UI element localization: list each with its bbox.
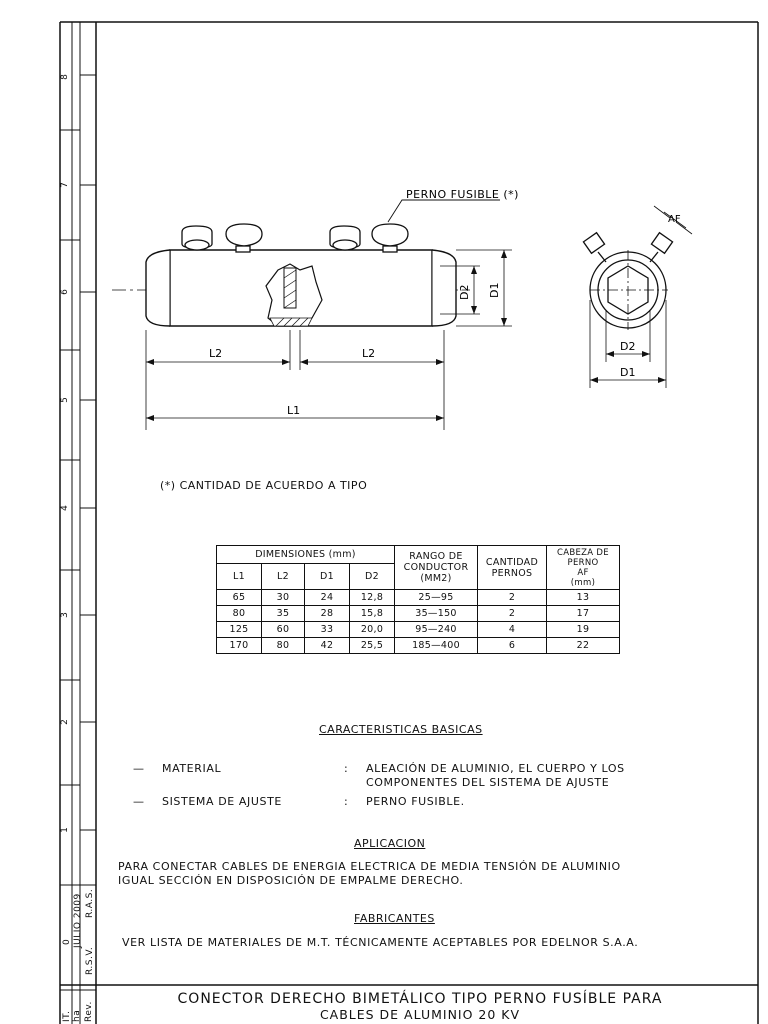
ajuste-label: SISTEMA DE AJUSTE xyxy=(162,795,282,808)
table-cell: 125 xyxy=(217,622,262,638)
table-cell: 17 xyxy=(547,606,620,622)
aplicacion-line: PARA CONECTAR CABLES DE ENERGIA ELECTRICA DE MEDIA TENSIÓN DE ALUMINIO xyxy=(118,860,621,873)
table-cell: 35 xyxy=(262,606,305,622)
drawing-title xyxy=(100,991,740,1023)
header-cabeza-line: PERNO xyxy=(567,557,599,568)
row-number: 3 xyxy=(59,612,70,618)
header-cabeza-line: CABEZA DE xyxy=(557,547,609,558)
table-cell: 28 xyxy=(305,606,350,622)
revision-label: Rev. xyxy=(84,1001,94,1022)
table-cell: 2 xyxy=(478,606,547,622)
row-number: 8 xyxy=(59,74,70,80)
subheader-l1: L1 xyxy=(217,564,262,590)
header-cabeza xyxy=(547,546,620,590)
material-dash: — xyxy=(133,762,145,775)
header-cabeza-line: AF xyxy=(577,567,589,578)
header-dimensions: DIMENSIONES (mm) xyxy=(217,546,395,564)
ajuste-value: PERNO FUSIBLE. xyxy=(366,795,465,808)
table-cell: 80 xyxy=(217,606,262,622)
header-cabeza-line: (mm) xyxy=(570,577,596,588)
dim-l2-right: L2 xyxy=(362,347,376,360)
table-cell: 30 xyxy=(262,590,305,606)
row-number: 2 xyxy=(59,719,70,725)
ajuste-colon: : xyxy=(344,795,349,808)
revision-date: JULIO 2009 xyxy=(73,893,83,948)
table-row xyxy=(217,606,620,622)
row-number: 6 xyxy=(59,289,70,295)
ajuste-dash: — xyxy=(133,795,145,808)
subheader-d1: D1 xyxy=(305,564,350,590)
header-rango xyxy=(395,546,478,590)
dim-d2-side: D2 xyxy=(458,284,471,300)
section-title-caracteristicas: CARACTERISTICAS BASICAS xyxy=(319,723,483,736)
header-rango-line: RANGO DE xyxy=(409,551,463,562)
table-cell: 170 xyxy=(217,638,262,654)
table-cell: 65 xyxy=(217,590,262,606)
table-cell: 6 xyxy=(478,638,547,654)
material-label: MATERIAL xyxy=(162,762,222,775)
material-value-line: ALEACIÓN DE ALUMINIO, EL CUERPO Y LOS xyxy=(366,762,625,775)
revision-author: R.A.S. xyxy=(85,888,95,918)
table-row xyxy=(217,638,620,654)
table-cell: 185—400 xyxy=(395,638,478,654)
material-colon: : xyxy=(344,762,349,775)
row-number: 5 xyxy=(59,397,70,403)
header-rango-line: (MM2) xyxy=(420,573,452,584)
header-cantidad xyxy=(478,546,547,590)
table-row xyxy=(217,590,620,606)
row-number: 1 xyxy=(59,827,70,833)
row-number: 4 xyxy=(59,505,70,511)
header-cantidad-line: PERNOS xyxy=(491,567,533,579)
table-cell: 25—95 xyxy=(395,590,478,606)
aplicacion-line: IGUAL SECCIÓN EN DISPOSICIÓN DE EMPALME DERECHO. xyxy=(118,874,464,887)
drawing-title-line1: CONECTOR DERECHO BIMETÁLICO TIPO PERNO FUSÍBLE PARA xyxy=(177,991,663,1007)
dim-d1-side: D1 xyxy=(488,282,501,298)
drawing-title-line2: CABLES DE ALUMINIO 20 KV xyxy=(319,1007,521,1022)
label-perno-fusible: PERNO FUSIBLE (*) xyxy=(406,188,519,201)
table-cell: 19 xyxy=(547,622,620,638)
table-cell: 12,8 xyxy=(350,590,395,606)
quantity-note: (*) CANTIDAD DE ACUERDO A TIPO xyxy=(160,479,368,492)
aplicacion-text xyxy=(118,860,621,888)
header-cantidad-line: CANTIDAD xyxy=(485,556,539,568)
section-title-fabricantes: FABRICANTES xyxy=(354,912,435,925)
table-cell: 25,5 xyxy=(350,638,395,654)
revision-reviewer: R.S.V. xyxy=(85,946,95,975)
dim-l2-left: L2 xyxy=(209,347,223,360)
subheader-l2: L2 xyxy=(262,564,305,590)
dim-d2-front: D2 xyxy=(620,340,636,353)
table-cell: 13 xyxy=(547,590,620,606)
table-cell: 15,8 xyxy=(350,606,395,622)
table-cell: 22 xyxy=(547,638,620,654)
material-value-line: COMPONENTES DEL SISTEMA DE AJUSTE xyxy=(366,776,610,789)
table-cell: 20,0 xyxy=(350,622,395,638)
subheader-d2: D2 xyxy=(350,564,395,590)
table-cell: 60 xyxy=(262,622,305,638)
section-title-aplicacion: APLICACION xyxy=(354,837,426,850)
row-number: 7 xyxy=(59,182,70,188)
table-cell: 95—240 xyxy=(395,622,478,638)
revision-col-a: IT. xyxy=(62,1010,72,1022)
dimensions-table xyxy=(216,545,620,654)
revision-number: 0 xyxy=(62,938,72,945)
dim-af: AF xyxy=(668,214,681,225)
table-row xyxy=(217,622,620,638)
table-cell: 42 xyxy=(305,638,350,654)
table-cell: 4 xyxy=(478,622,547,638)
fabricantes-text: VER LISTA DE MATERIALES DE M.T. TÉCNICAMENTE ACEPTABLES POR EDELNOR S.A.A. xyxy=(122,936,639,949)
table-cell: 80 xyxy=(262,638,305,654)
table-cell: 2 xyxy=(478,590,547,606)
revision-col-b: ha xyxy=(72,1009,82,1022)
dim-l1: L1 xyxy=(287,404,301,417)
dim-d1-front: D1 xyxy=(620,366,636,379)
table-cell: 35—150 xyxy=(395,606,478,622)
table-cell: 33 xyxy=(305,622,350,638)
material-value xyxy=(366,762,625,790)
table-cell: 24 xyxy=(305,590,350,606)
header-rango-line: CONDUCTOR xyxy=(403,562,469,573)
